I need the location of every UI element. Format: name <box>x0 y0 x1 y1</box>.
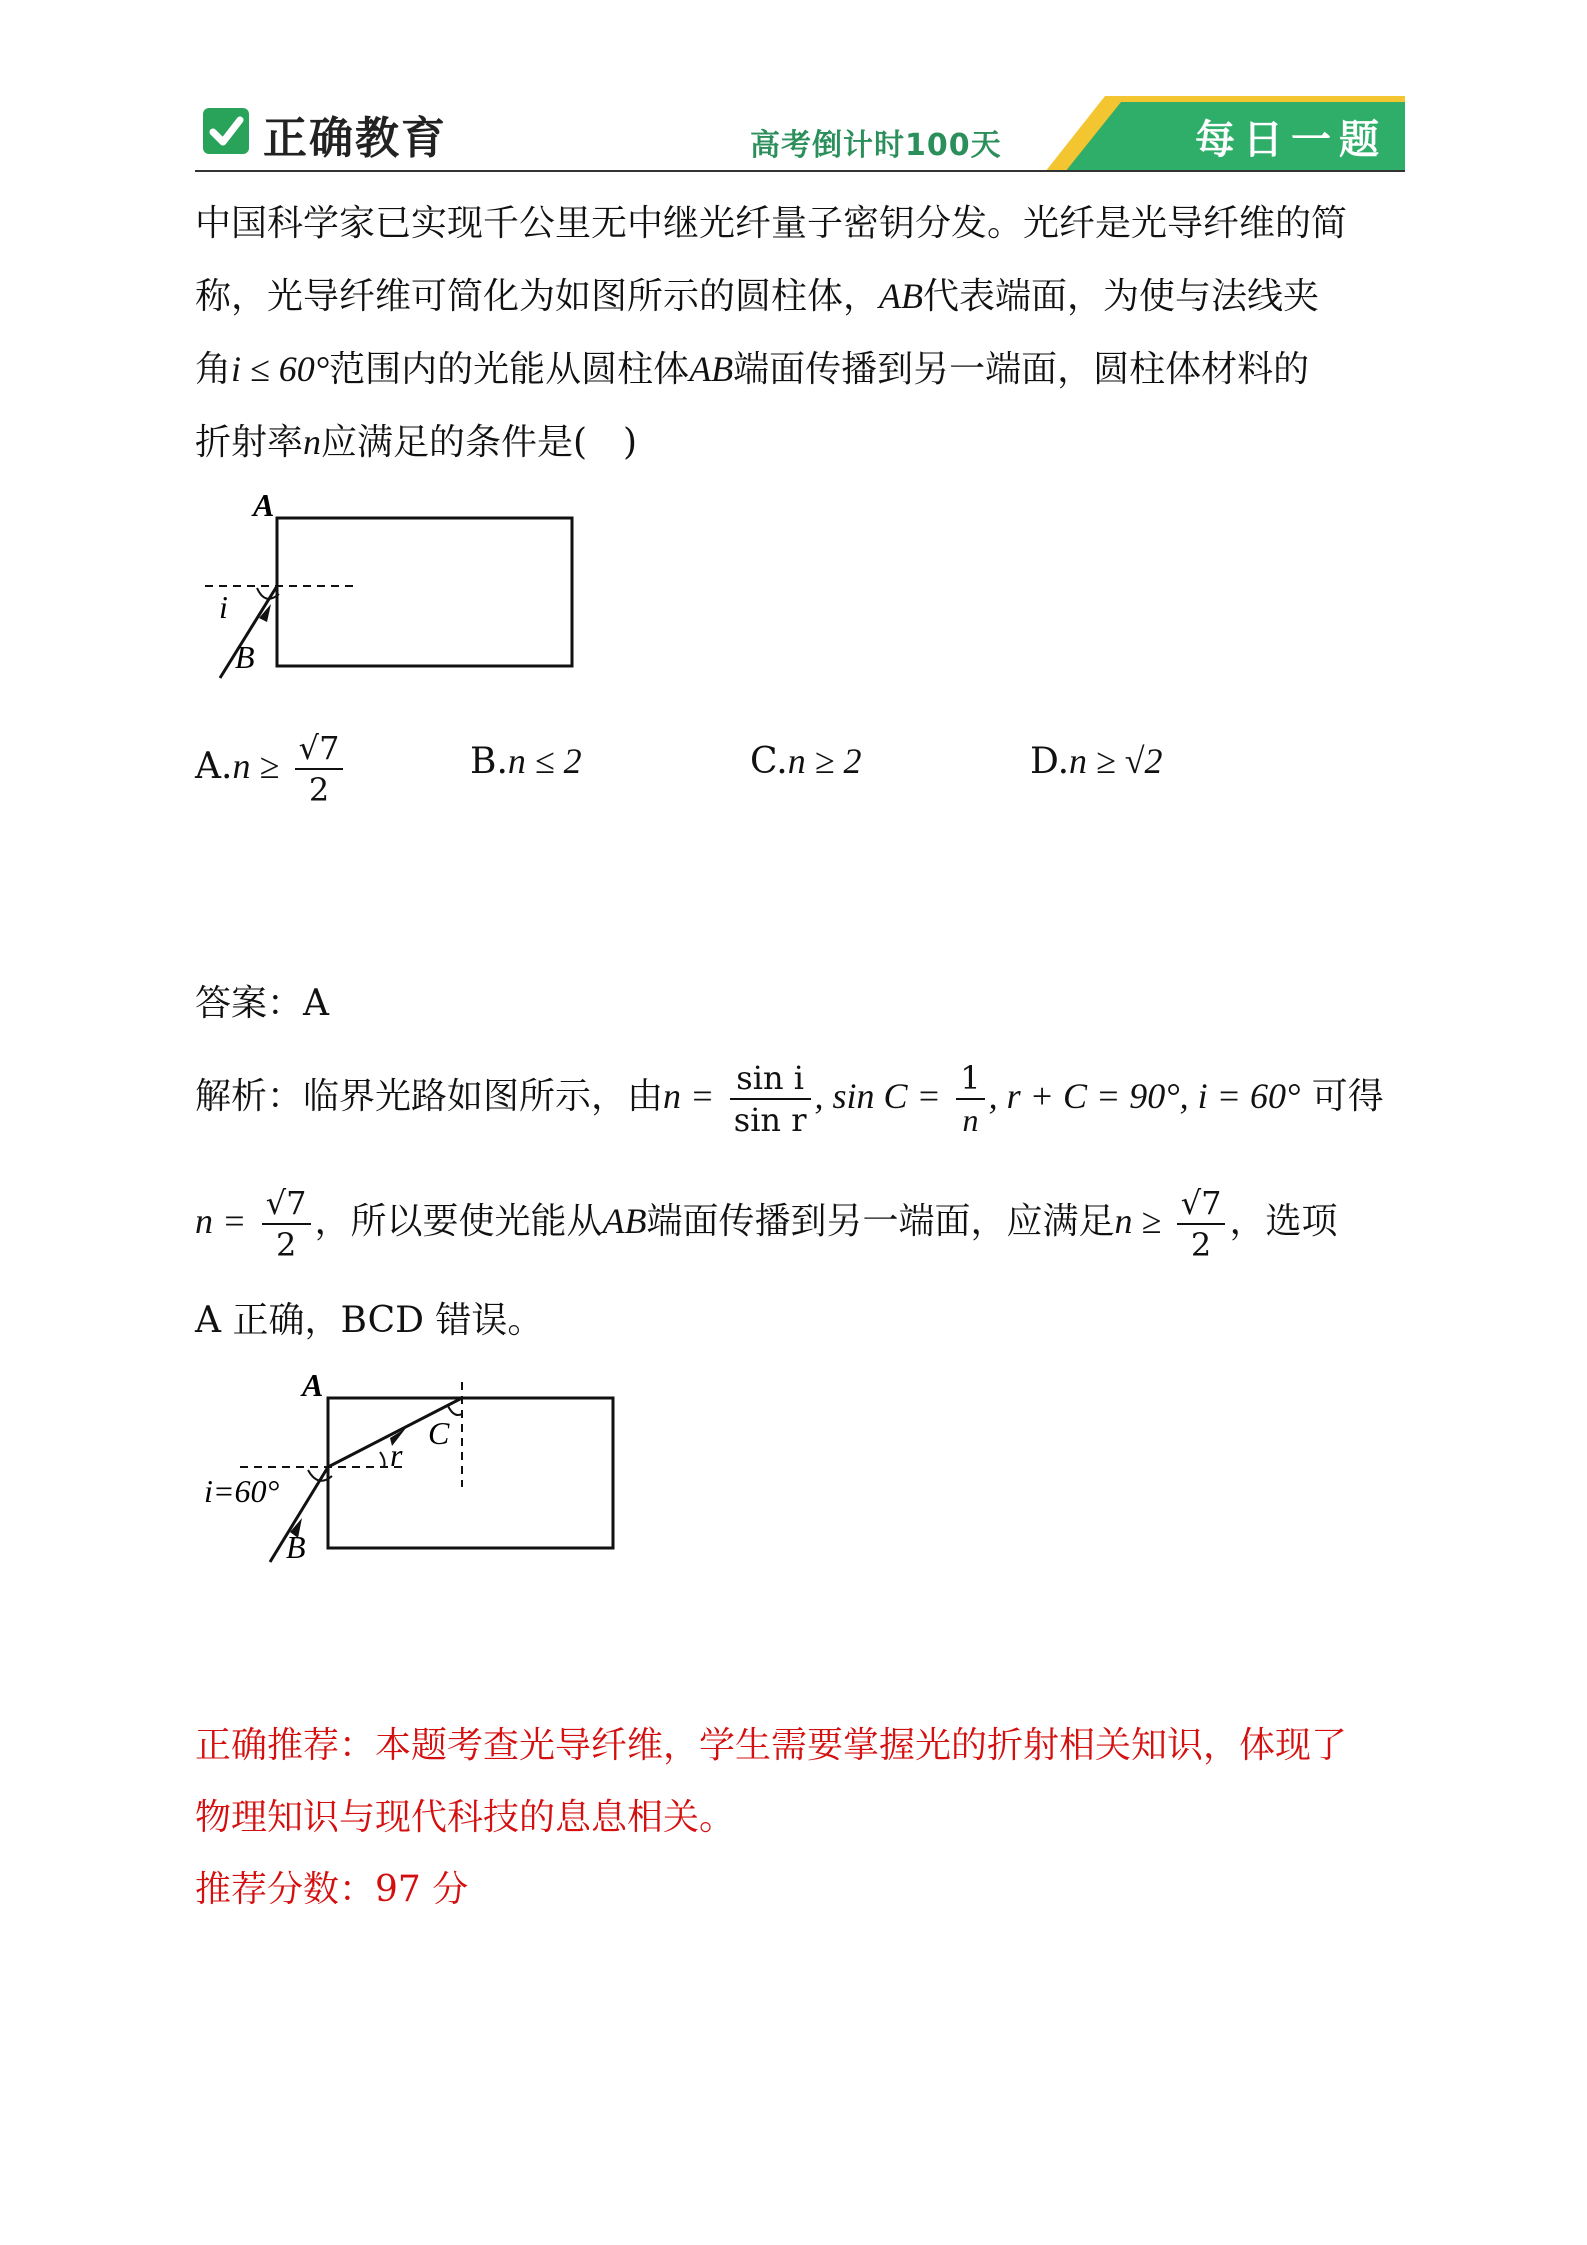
check-logo-icon <box>203 108 249 154</box>
label-c: C <box>428 1415 450 1451</box>
label-b: B <box>235 639 255 675</box>
question-text <box>195 188 1410 479</box>
question-line: 中国科学家已实现千公里无中继光纤量子密钥分发。光纤是光导纤维的简 <box>195 203 1348 244</box>
label-i: i <box>219 589 228 625</box>
header-banner <box>195 96 1405 172</box>
label-b: B <box>286 1529 306 1565</box>
label-r: r <box>390 1437 403 1473</box>
header-divider <box>195 170 1405 172</box>
analysis-line-2: n = $\frac{√7}{2}$ ，所以要使光能从AB端面传播到另一端面，应满足n ≥ $\frac{√7}{2}$ ，选项 <box>195 1184 1338 1264</box>
countdown-text: 高考倒计时100天 <box>750 128 1002 163</box>
option-a: A.n ≥ $\frac{√7}{2}$ <box>195 728 347 810</box>
answer: 答案：A <box>195 983 330 1024</box>
brand-name: 正确教育 <box>263 113 447 164</box>
recommend-score: 推荐分数：97 分 <box>195 1869 469 1910</box>
question-line: 角i ≤ 60°范围内的光能从圆柱体AB端面传播到另一端面，圆柱体材料的 <box>195 349 1310 390</box>
label-a: A <box>253 488 275 523</box>
label-i: i=60° <box>204 1473 280 1509</box>
option-d: D.n ≥ √2 <box>1030 741 1163 782</box>
recommend-line: 正确推荐：本题考查光导纤维，学生需要掌握光的折射相关知识，体现了 <box>195 1725 1348 1766</box>
analysis-line-1: 解析：临界光路如图所示，由n = $\frac{\text{sin i}}{\text{sin r}}$ , sin C = $\frac{1}{n}$ , r + C = 90°, i = 60° 可得 <box>195 1059 1384 1139</box>
figure-cylinder <box>195 488 595 688</box>
question-line: 折射率n应满足的条件是( ) <box>195 422 638 463</box>
recommend-line: 物理知识与现代科技的息息相关。 <box>195 1797 736 1838</box>
analysis-line-3: A 正确，BCD 错误。 <box>195 1300 544 1341</box>
figure-critical-path <box>200 1372 630 1572</box>
option-b: B.n ≤ 2 <box>470 741 582 782</box>
question-line: 称，光导纤维可简化为如图所示的圆柱体，AB代表端面，为使与法线夹 <box>195 276 1320 317</box>
label-a: A <box>302 1372 324 1403</box>
option-c: C.n ≥ 2 <box>750 741 862 782</box>
recommendation <box>195 1710 1410 1926</box>
daily-title: 每日一题 <box>1195 117 1387 163</box>
